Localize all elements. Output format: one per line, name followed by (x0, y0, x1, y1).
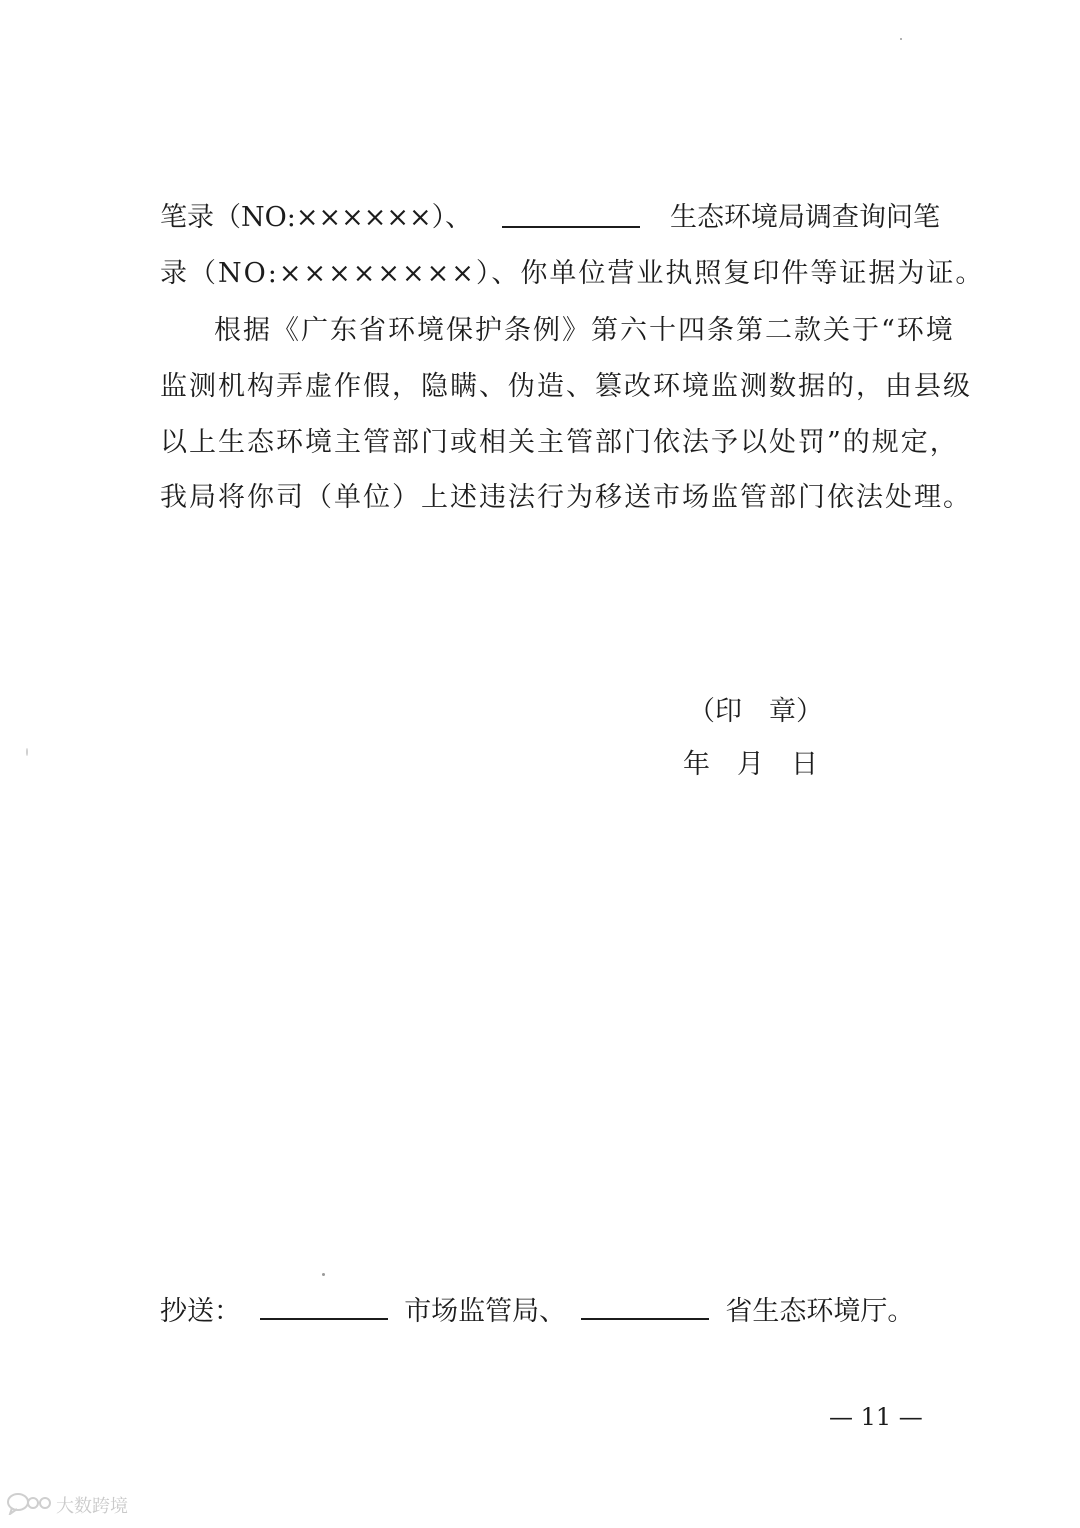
cc-end: 省生态环境厅。 (725, 1296, 915, 1327)
line1-text-before: 笔录（NO:××××××）、 (160, 202, 473, 233)
body-line-4: 监测机构弄虚作假，隐瞒、伪造、篡改环境监测数据的，由县级 (160, 371, 972, 402)
chat-bubble-icon (6, 1491, 52, 1520)
scan-speck (900, 38, 902, 40)
stamp-placeholder: （印 章） (688, 696, 823, 727)
watermark (6, 1490, 128, 1520)
page-number: — 11 — (829, 1403, 923, 1431)
body-line-6: 我局将你司（单位）上述违法行为移送市场监管部门依法处理。 (160, 482, 972, 513)
blank-field (581, 1290, 709, 1320)
blank-field (502, 198, 640, 228)
cc-middle: 市场监管局、 (404, 1296, 567, 1327)
body-line-3: 根据《广东省环境保护条例》第六十四条第二款关于“环境 (214, 315, 955, 346)
body-line-5: 以上生态环境主管部门或相关主管部门依法予以处罚”的规定， (160, 427, 959, 458)
scan-speck (322, 1273, 325, 1276)
body-line-2: 录（NO:××××××××）、你单位营业执照复印件等证据为证。 (160, 258, 985, 289)
body-line-1 (160, 198, 940, 238)
cc-line (160, 1290, 914, 1332)
blank-field (260, 1290, 388, 1320)
date-placeholder: 年 月 日 (683, 749, 818, 780)
scan-speck (26, 748, 28, 756)
line1-text-after: 生态环境局调查询问笔 (669, 202, 940, 233)
watermark-brand: 大数跨境 (56, 1496, 128, 1517)
cc-label: 抄送： (160, 1296, 241, 1327)
